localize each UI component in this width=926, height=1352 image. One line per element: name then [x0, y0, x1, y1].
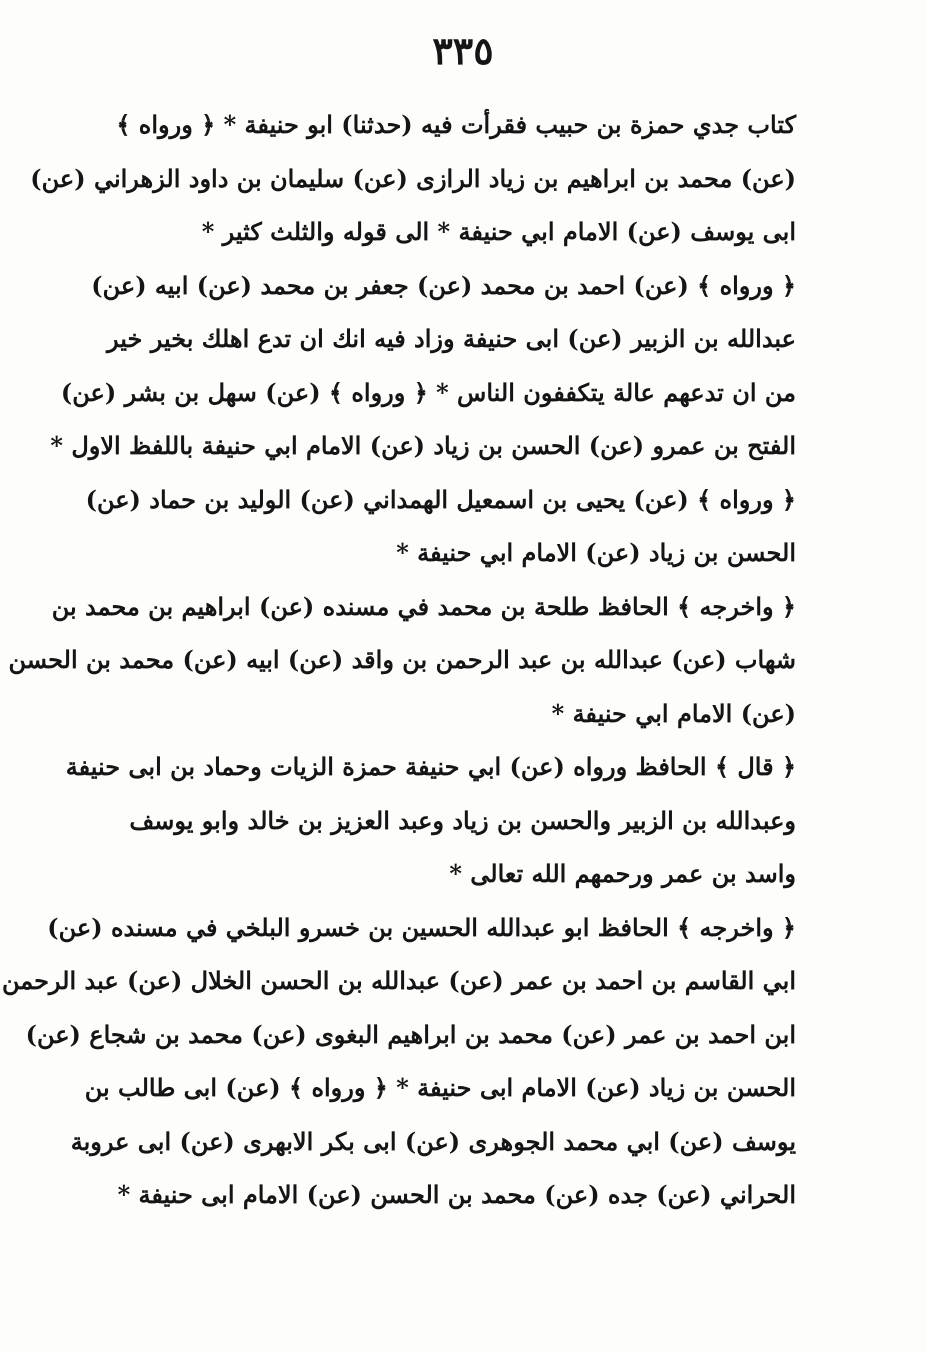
- text-line: ﴿ ورواه ﴾ (عن) يحيى بن اسمعيل الهمداني (عن) الوليد بن حماد (عن): [85, 484, 796, 514]
- text-line: وعبدالله بن الزبير والحسن بن زياد وعبد العزيز بن خالد وابو يوسف: [129, 805, 796, 835]
- text-line: من ان تدعهم عالة يتكففون الناس * ﴿ ورواه ﴾ (عن) سهل بن بشر (عن): [60, 377, 796, 407]
- text-line: ﴿ ورواه ﴾ (عن) احمد بن محمد (عن) جعفر بن محمد (عن) ابيه (عن): [91, 270, 796, 300]
- text-line: ﴿ قال ﴾ الحافظ ورواه (عن) ابي حنيفة حمزة الزيات وحماد بن ابى حنيفة: [65, 752, 796, 781]
- text-line: ابى يوسف (عن) الامام ابي حنيفة * الى قوله والثلث كثير *: [201, 217, 796, 246]
- page-number: ٣٣٥: [432, 28, 494, 73]
- text-line: الحراني (عن) جده (عن) محمد بن الحسن (عن) الامام ابى حنيفة *: [117, 1180, 796, 1209]
- text-line: (عن) محمد بن ابراهيم بن زياد الرازى (عن) سليمان بن داود الزهراني (عن): [30, 163, 796, 193]
- text-line: واسد بن عمر ورحمهم الله تعالى *: [449, 859, 796, 888]
- text-line: الحسن بن زياد (عن) الامام ابى حنيفة * ﴿ ورواه ﴾ (عن) ابى طالب بن: [84, 1073, 796, 1102]
- text-line: ابن احمد بن عمر (عن) محمد بن ابراهيم البغوى (عن) محمد بن شجاع (عن): [25, 1019, 796, 1049]
- text-line: يوسف (عن) ابي محمد الجوهرى (عن) ابى بكر الابهرى (عن) ابى عروبة: [70, 1126, 796, 1156]
- text-line: الفتح بن عمرو (عن) الحسن بن زياد (عن) الامام ابي حنيفة باللفظ الاول *: [50, 431, 796, 460]
- text-line: كتاب جدي حمزة بن حبيب فقرأت فيه (حدثنا) ابو حنيفة * ﴿ ورواه ﴾: [116, 110, 796, 139]
- text-line: شهاب (عن) عبدالله بن عبد الرحمن بن واقد (عن) ابيه (عن) محمد بن الحسن: [8, 645, 796, 674]
- body-text: [1, 98, 796, 1222]
- text-line: (عن) الامام ابي حنيفة *: [551, 698, 796, 728]
- text-line: عبدالله بن الزبير (عن) ابى حنيفة وزاد فيه انك ان تدع اهلك بخير خير: [107, 324, 796, 353]
- text-line: الحسن بن زياد (عن) الامام ابي حنيفة *: [396, 538, 796, 567]
- text-line: ﴿ واخرجه ﴾ الحافظ ابو عبدالله الحسين بن خسرو البلخي في مسنده (عن): [47, 912, 796, 942]
- text-line: ابي القاسم بن احمد بن عمر (عن) عبدالله بن الحسن الخلال (عن) عبد الرحمن: [1, 966, 796, 995]
- text-line: ﴿ واخرجه ﴾ الحافظ طلحة بن محمد في مسنده (عن) ابراهيم بن محمد بن: [51, 591, 796, 621]
